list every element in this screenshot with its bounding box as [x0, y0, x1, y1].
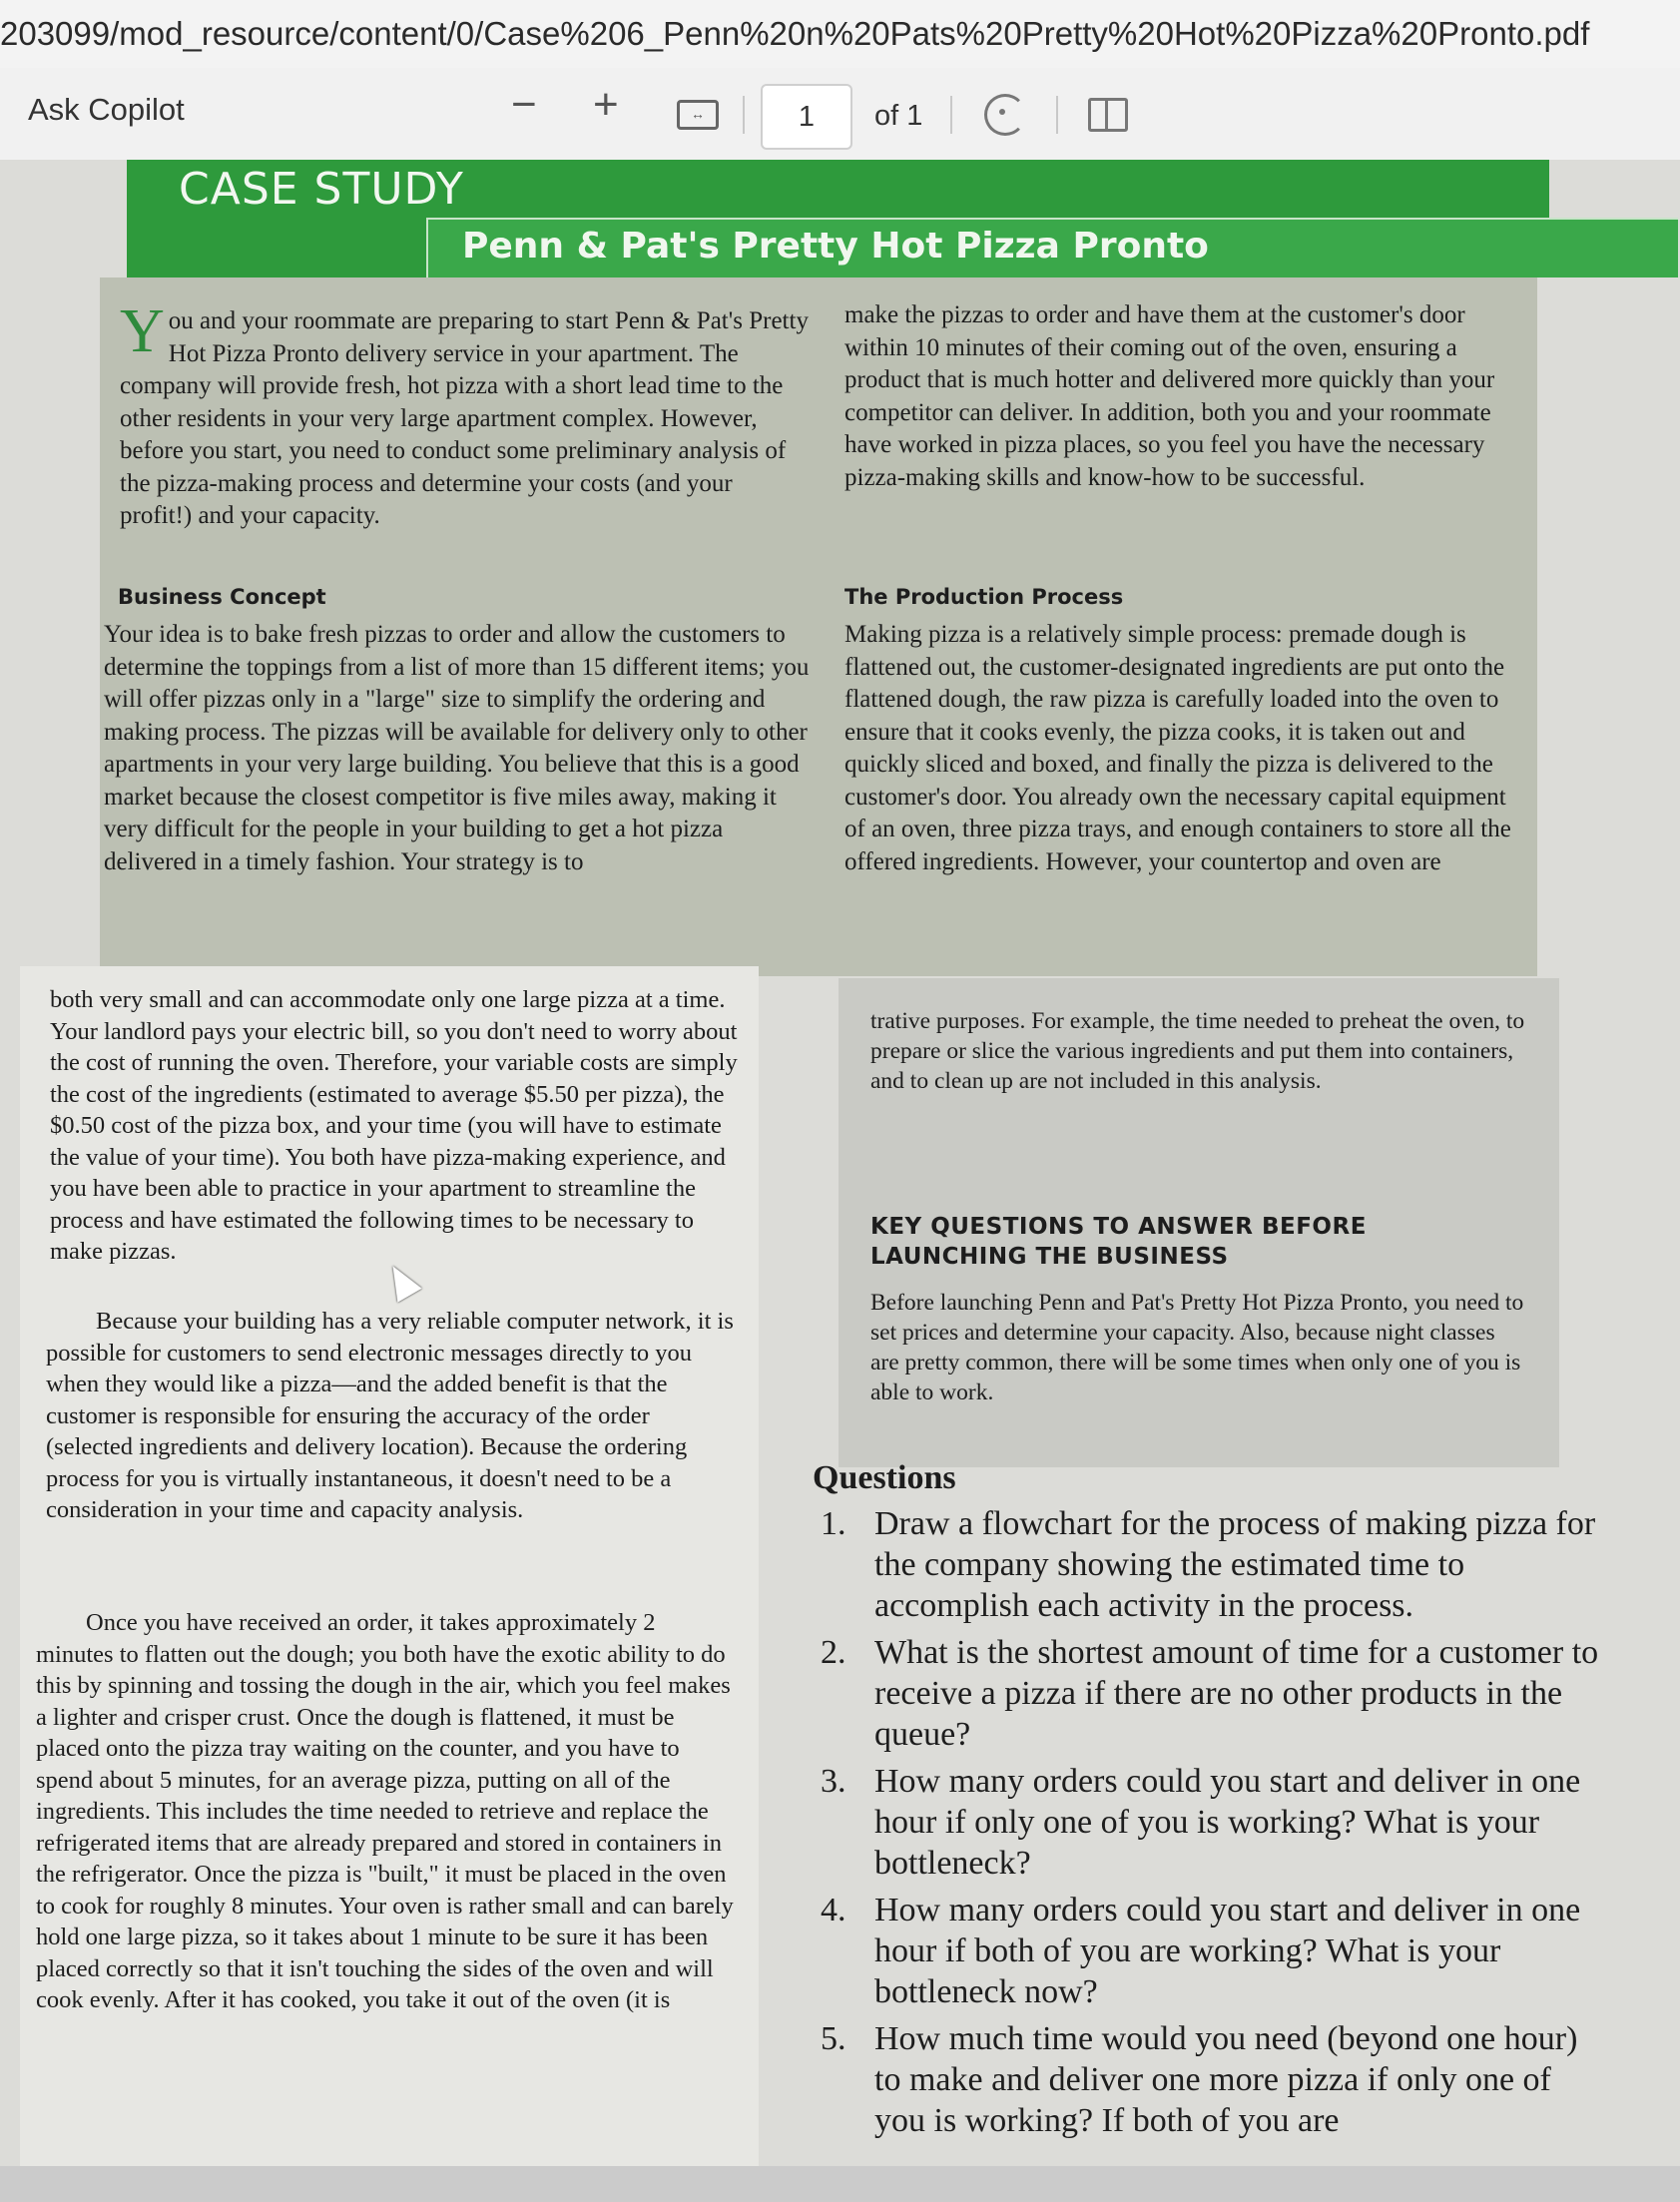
question-item — [811, 2018, 1599, 2141]
key-questions-paragraph: Before launching Penn and Pat's Pretty Hot Pizza Pronto, you need to set prices and determine your capacity. Also, because night classes are pretty common, there will be some times when only one of you is able to work. — [870, 1290, 1524, 1405]
questions-heading: Questions — [813, 1459, 956, 1496]
url-text: 203099/mod_resource/content/0/Case%206_Penn%20n%20Pats%20Pretty%20Hot%20Pizza%20Pronto.pdf — [0, 15, 1590, 52]
case-study-label: CASE STUDY — [179, 164, 464, 215]
lower-left-paragraph-3: Once you have received an order, it takes approximately 2 minutes to flatten out the dough; you both have the exotic ability to do this by spinning and tossing the dough in the air, which you feel makes a lighter and crisper crust. Once the dough is flattened, it must be placed onto the pizza tray waiting on the counter, and you have to spend about 5 minutes, for an average pizza, putting on all of the ingredients. This includes the time needed to retrieve and replace the refrigerated items that are already prepared and stored in containers in the refrigerator. Once the pizza is "built," it must be placed in the oven to cook for roughly 8 minutes. Your oven is rather small and can barely hold one large pizza, so it takes about 1 minute to be sure it has been placed correctly so that it isn't touching the sides of the oven and will cook evenly. After it has cooked, you take it out of the oven (it is — [36, 1609, 734, 2013]
taskbar-strip — [0, 2166, 1680, 2202]
question-number: 2. — [821, 1634, 846, 1671]
rotate-icon[interactable] — [984, 94, 1026, 136]
key-questions-heading: KEY QUESTIONS TO ANSWER BEFORE LAUNCHING THE BUSINESS — [870, 1214, 1367, 1270]
question-text: How many orders could you start and deliver in one hour if both of you are working? What is your bottleneck now? — [874, 1892, 1581, 2010]
question-item — [811, 1503, 1599, 1626]
intro-left-text: ou and your roommate are preparing to start Penn & Pat's Pretty Hot Pizza Pronto delivery service in your apartment. The company will provide fresh, hot pizza with a short lead time to the other residents in your very large apartment complex. However, before you start, you need to conduct some preliminary analysis of the pizza-making process and determine your costs (and your profit!) and your capacity. — [120, 307, 809, 529]
business-concept-paragraph: Your idea is to bake fresh pizzas to order and allow the customers to determine the toppings from a list of more than 15 different items; you will offer pizzas only in a "large" size to simplify the ordering and making process. The pizzas will be available for delivery only to other apartments in your very large building. You believe that this is a good market because the closest competitor is five miles away, making it very difficult for the people in your building to get a hot pizza delivered in a timely fashion. Your strategy is to — [104, 621, 810, 875]
case-study-banner — [127, 160, 1549, 277]
lower-left-paragraph-1: both very small and can accommodate only one large pizza at a time. Your landlord pays your electric bill, so you don't need to worry about the cost of running the oven. Therefore, your variable costs are simply the cost of the ingredients (estimated to average $5.50 per pizza), the $0.50 cost of the pizza box, and your time (you will have to estimate the value of your time). You both have pizza-making experience, and you have been able to practice in your apartment to streamline the process and have estimated the following times to be necessary to make pizzas. — [50, 986, 738, 1265]
question-text: How much time would you need (beyond one hour) to make and deliver one more pizza if only one of you is working? If both of you are — [874, 2020, 1578, 2139]
production-heading: The Production Process — [844, 585, 1124, 609]
production-paragraph: Making pizza is a relatively simple process: premade dough is flattened out, the customer-designated ingredients are put onto the flattened dough, the raw pizza is carefully loaded into the oven to ensure that it cooks evenly, the pizza cooks, it is taken out and quickly sliced and boxed, and finally the pizza is delivered to the customer's door. You already own the necessary capital equipment of an oven, three pizza trays, and enough containers to store all the offered ingredients. However, your countertop and oven are — [844, 621, 1511, 875]
page-number-input[interactable]: 1 — [761, 84, 852, 150]
title-banner — [426, 218, 1678, 277]
question-item — [811, 1761, 1599, 1884]
question-text: How many orders could you start and deliver in one hour if only one of you is working? What is your bottleneck? — [874, 1763, 1581, 1882]
intro-left-paragraph — [120, 297, 809, 533]
questions-list — [811, 1503, 1599, 2147]
page-total-label: of 1 — [874, 100, 923, 132]
zoom-in-button[interactable]: + — [593, 80, 619, 129]
pdf-toolbar — [0, 68, 1680, 161]
address-bar[interactable] — [0, 0, 1680, 69]
drop-cap: Y — [120, 297, 165, 365]
toolbar-divider — [743, 96, 745, 134]
business-concept-heading: Business Concept — [118, 585, 326, 609]
question-number: 3. — [821, 1763, 846, 1800]
pdf-page — [0, 160, 1680, 2166]
question-item — [811, 1890, 1599, 2012]
zoom-out-button[interactable]: − — [511, 80, 537, 129]
lower-right-paragraph-1: trative purposes. For example, the time needed to preheat the oven, to prepare or slice the various ingredients and put them into containers, and to clean up are not included in this analysis. — [870, 1008, 1525, 1094]
intro-right-paragraph: make the pizzas to order and have them at the customer's door within 10 minutes of their coming out of the oven, ensuring a product that is much hotter and delivered more quickly than your competitor can deliver. In addition, both you and your roommate have worked in pizza places, so you feel you have the necessary pizza-making skills and know-how to be successful. — [844, 301, 1495, 491]
question-item — [811, 1632, 1599, 1755]
question-number: 4. — [821, 1892, 846, 1928]
question-text: What is the shortest amount of time for a customer to receive a pizza if there are no other products in the queue? — [874, 1634, 1599, 1753]
toolbar-divider — [1056, 96, 1058, 134]
case-title: Penn & Pat's Pretty Hot Pizza Pronto — [462, 226, 1209, 267]
question-number: 5. — [821, 2020, 846, 2057]
question-text: Draw a flowchart for the process of making pizza for the company showing the estimated time to accomplish each activity in the process. — [874, 1505, 1596, 1624]
lower-left-paragraph-2: Because your building has a very reliable computer network, it is possible for customers to send electronic messages directly to you when they would like a pizza—and the added benefit is that the customer is responsible for ensuring the accuracy of the order (selected ingredients and delivery location). Because the ordering process for you is virtually instantaneous, it doesn't need to be a consideration in your time and capacity analysis. — [46, 1308, 734, 1523]
fit-page-icon[interactable]: ↔ — [677, 100, 719, 130]
ask-copilot-button[interactable]: Ask Copilot — [28, 92, 185, 127]
toolbar-divider — [950, 96, 952, 134]
question-number: 1. — [821, 1505, 846, 1542]
book-icon[interactable] — [1088, 98, 1128, 132]
